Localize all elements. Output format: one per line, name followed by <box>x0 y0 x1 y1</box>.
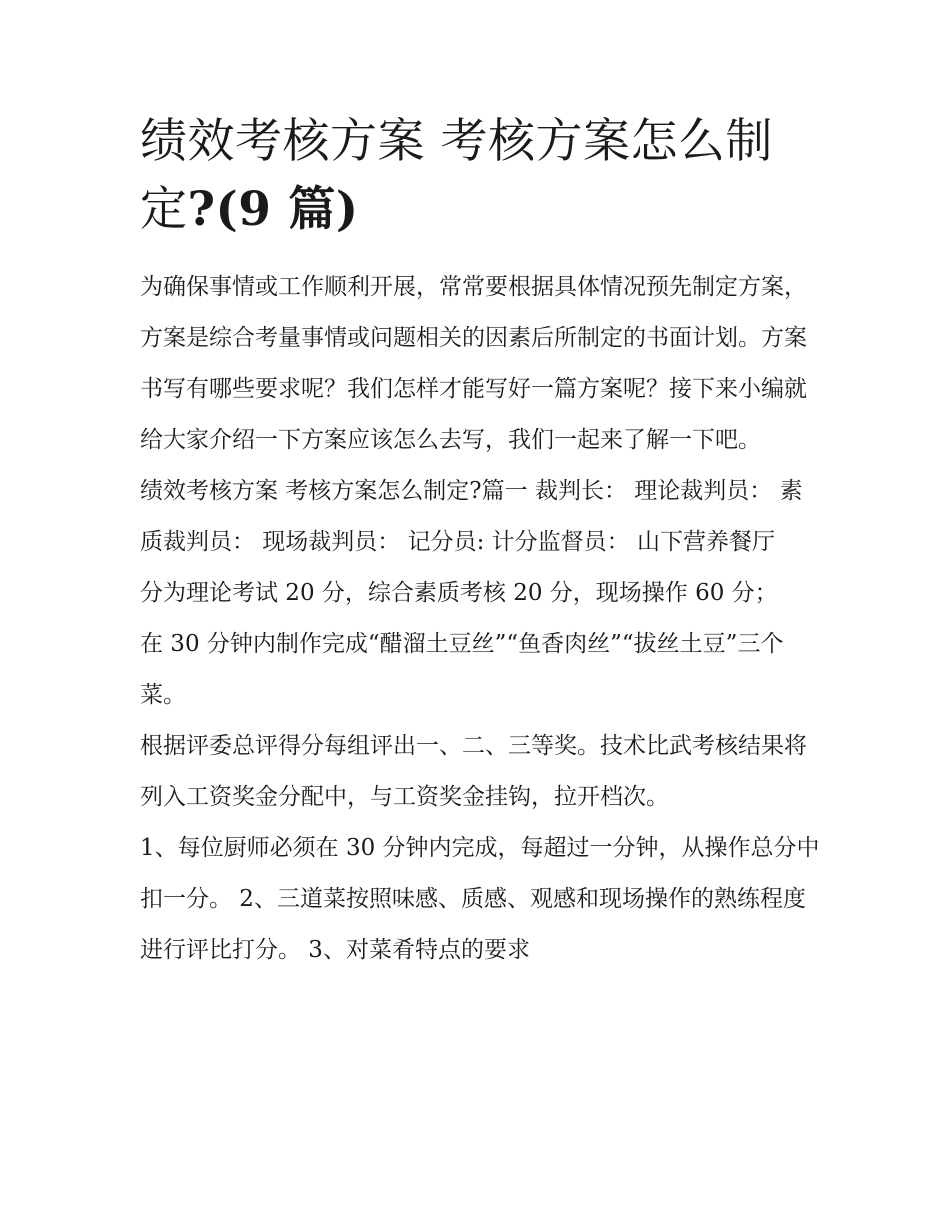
paragraph-awards: 根据评委总评得分每组评出一、二、三等奖。技术比武考核结果将列入工资奖金分配中，与工资奖金挂钩，拉开档次。 <box>140 733 807 810</box>
document-page <box>140 108 820 976</box>
paragraph-scoring: 分为理论考试 20 分，综合素质考核 20 分，现场操作 60 分； <box>140 580 778 606</box>
paragraph-rules: 1、每位厨师必须在 30 分钟内完成，每超过一分钟，从操作总分中扣一分。 2、三道菜按照味感、质感、观感和现场操作的熟练程度进行评比打分。 3、对菜肴特点的要求 <box>140 835 820 963</box>
title-main: 绩效考核方案 考核方案怎么制定 <box>140 114 773 237</box>
document-body <box>140 262 820 976</box>
paragraph-intro: 为确保事情或工作顺利开展，常常要根据具体情况预先制定方案，方案是综合考量事情或问题相关的因素后所制定的书面计划。方案书写有哪些要求呢？我们怎样才能写好一篇方案呢？接下来小编就给大家介绍一下方案应该怎么去写，我们一起来了解一下吧。 <box>140 274 807 453</box>
paragraph-dishes: 在 30 分钟内制作完成“醋溜土豆丝”“鱼香肉丝”“拔丝土豆”三个菜。 <box>140 631 784 708</box>
paragraph-judges: 绩效考核方案 考核方案怎么制定?篇一 裁判长： 理论裁判员： 素质裁判员： 现场裁判员： 记分员: 计分监督员： 山下营养餐厅 <box>140 478 803 555</box>
document-title <box>140 108 820 244</box>
title-tail: ?(9 篇) <box>187 182 359 237</box>
